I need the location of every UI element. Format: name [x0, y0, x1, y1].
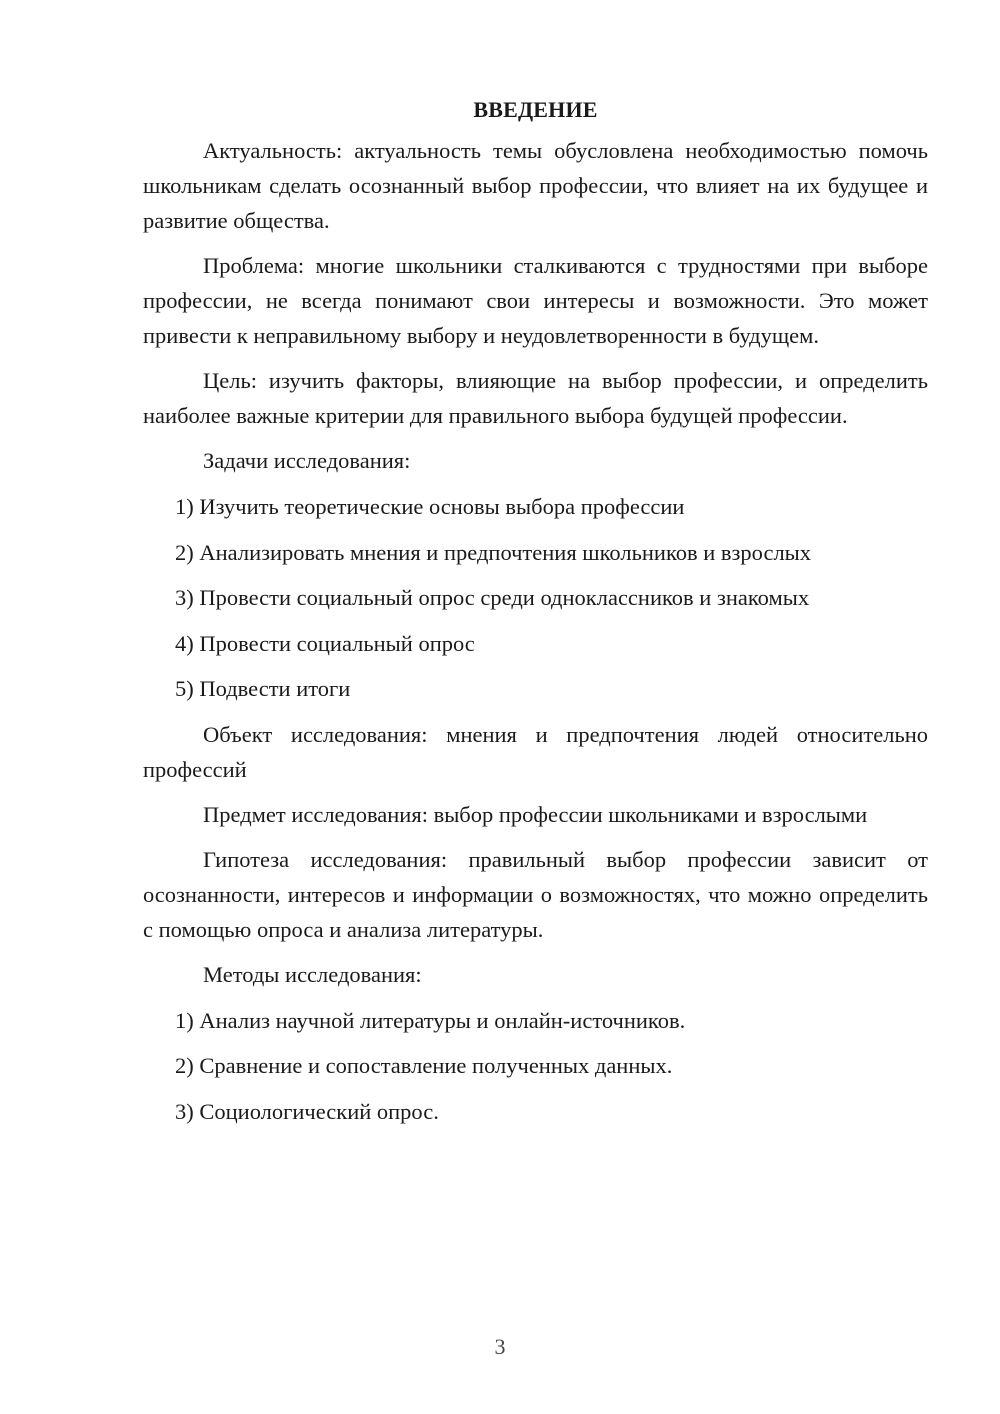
problem-paragraph: Проблема: многие школьники сталкиваются с трудностями при выборе профессии, не всегда понимают свои интересы и возможности. Это может привести к неправильному выбору и неудовлетворенности в будущем. — [143, 253, 928, 348]
method-item: 2) Сравнение и сопоставление полученных данных. — [175, 1053, 673, 1078]
section-heading: ВВЕДЕНИЕ — [473, 97, 598, 122]
task-item: 1) Изучить теоретические основы выбора профессии — [175, 494, 685, 519]
methods-title: Методы исследования: — [203, 961, 422, 987]
task-item: 2) Анализировать мнения и предпочтения школьников и взрослых — [175, 539, 812, 565]
relevance-paragraph: Актуальность: актуальность темы обусловлена необходимостью помочь школьникам сделать осознанный выбор профессии, что влияет на их будущее и развитие общества. — [143, 138, 928, 233]
hypothesis-paragraph: Гипотеза исследования: правильный выбор профессии зависит от осознанности, интересов и информации о возможностях, что можно определить с помощью опроса и анализа литературы. — [143, 846, 928, 942]
task-item: 3) Провести социальный опрос среди одноклассников и знакомых — [175, 585, 810, 610]
object-paragraph: Объект исследования: мнения и предпочтения людей относительно профессий — [143, 721, 928, 782]
task-item: 5) Подвести итоги — [175, 676, 351, 701]
method-item: 3) Социологический опрос. — [175, 1098, 439, 1124]
goal-paragraph: Цель: изучить факторы, влияющие на выбор профессии, и определить наиболее важные критерии для правильного выбора будущей профессии. — [143, 368, 928, 428]
subject-paragraph: Предмет исследования: выбор профессии школьниками и взрослыми — [203, 801, 868, 827]
document-page — [143, 92, 928, 1139]
task-item: 4) Провести социальный опрос — [175, 630, 475, 656]
page-number: 3 — [494, 1334, 506, 1359]
method-item: 1) Анализ научной литературы и онлайн-источников. — [175, 1007, 686, 1033]
tasks-title: Задачи исследования: — [203, 448, 411, 473]
